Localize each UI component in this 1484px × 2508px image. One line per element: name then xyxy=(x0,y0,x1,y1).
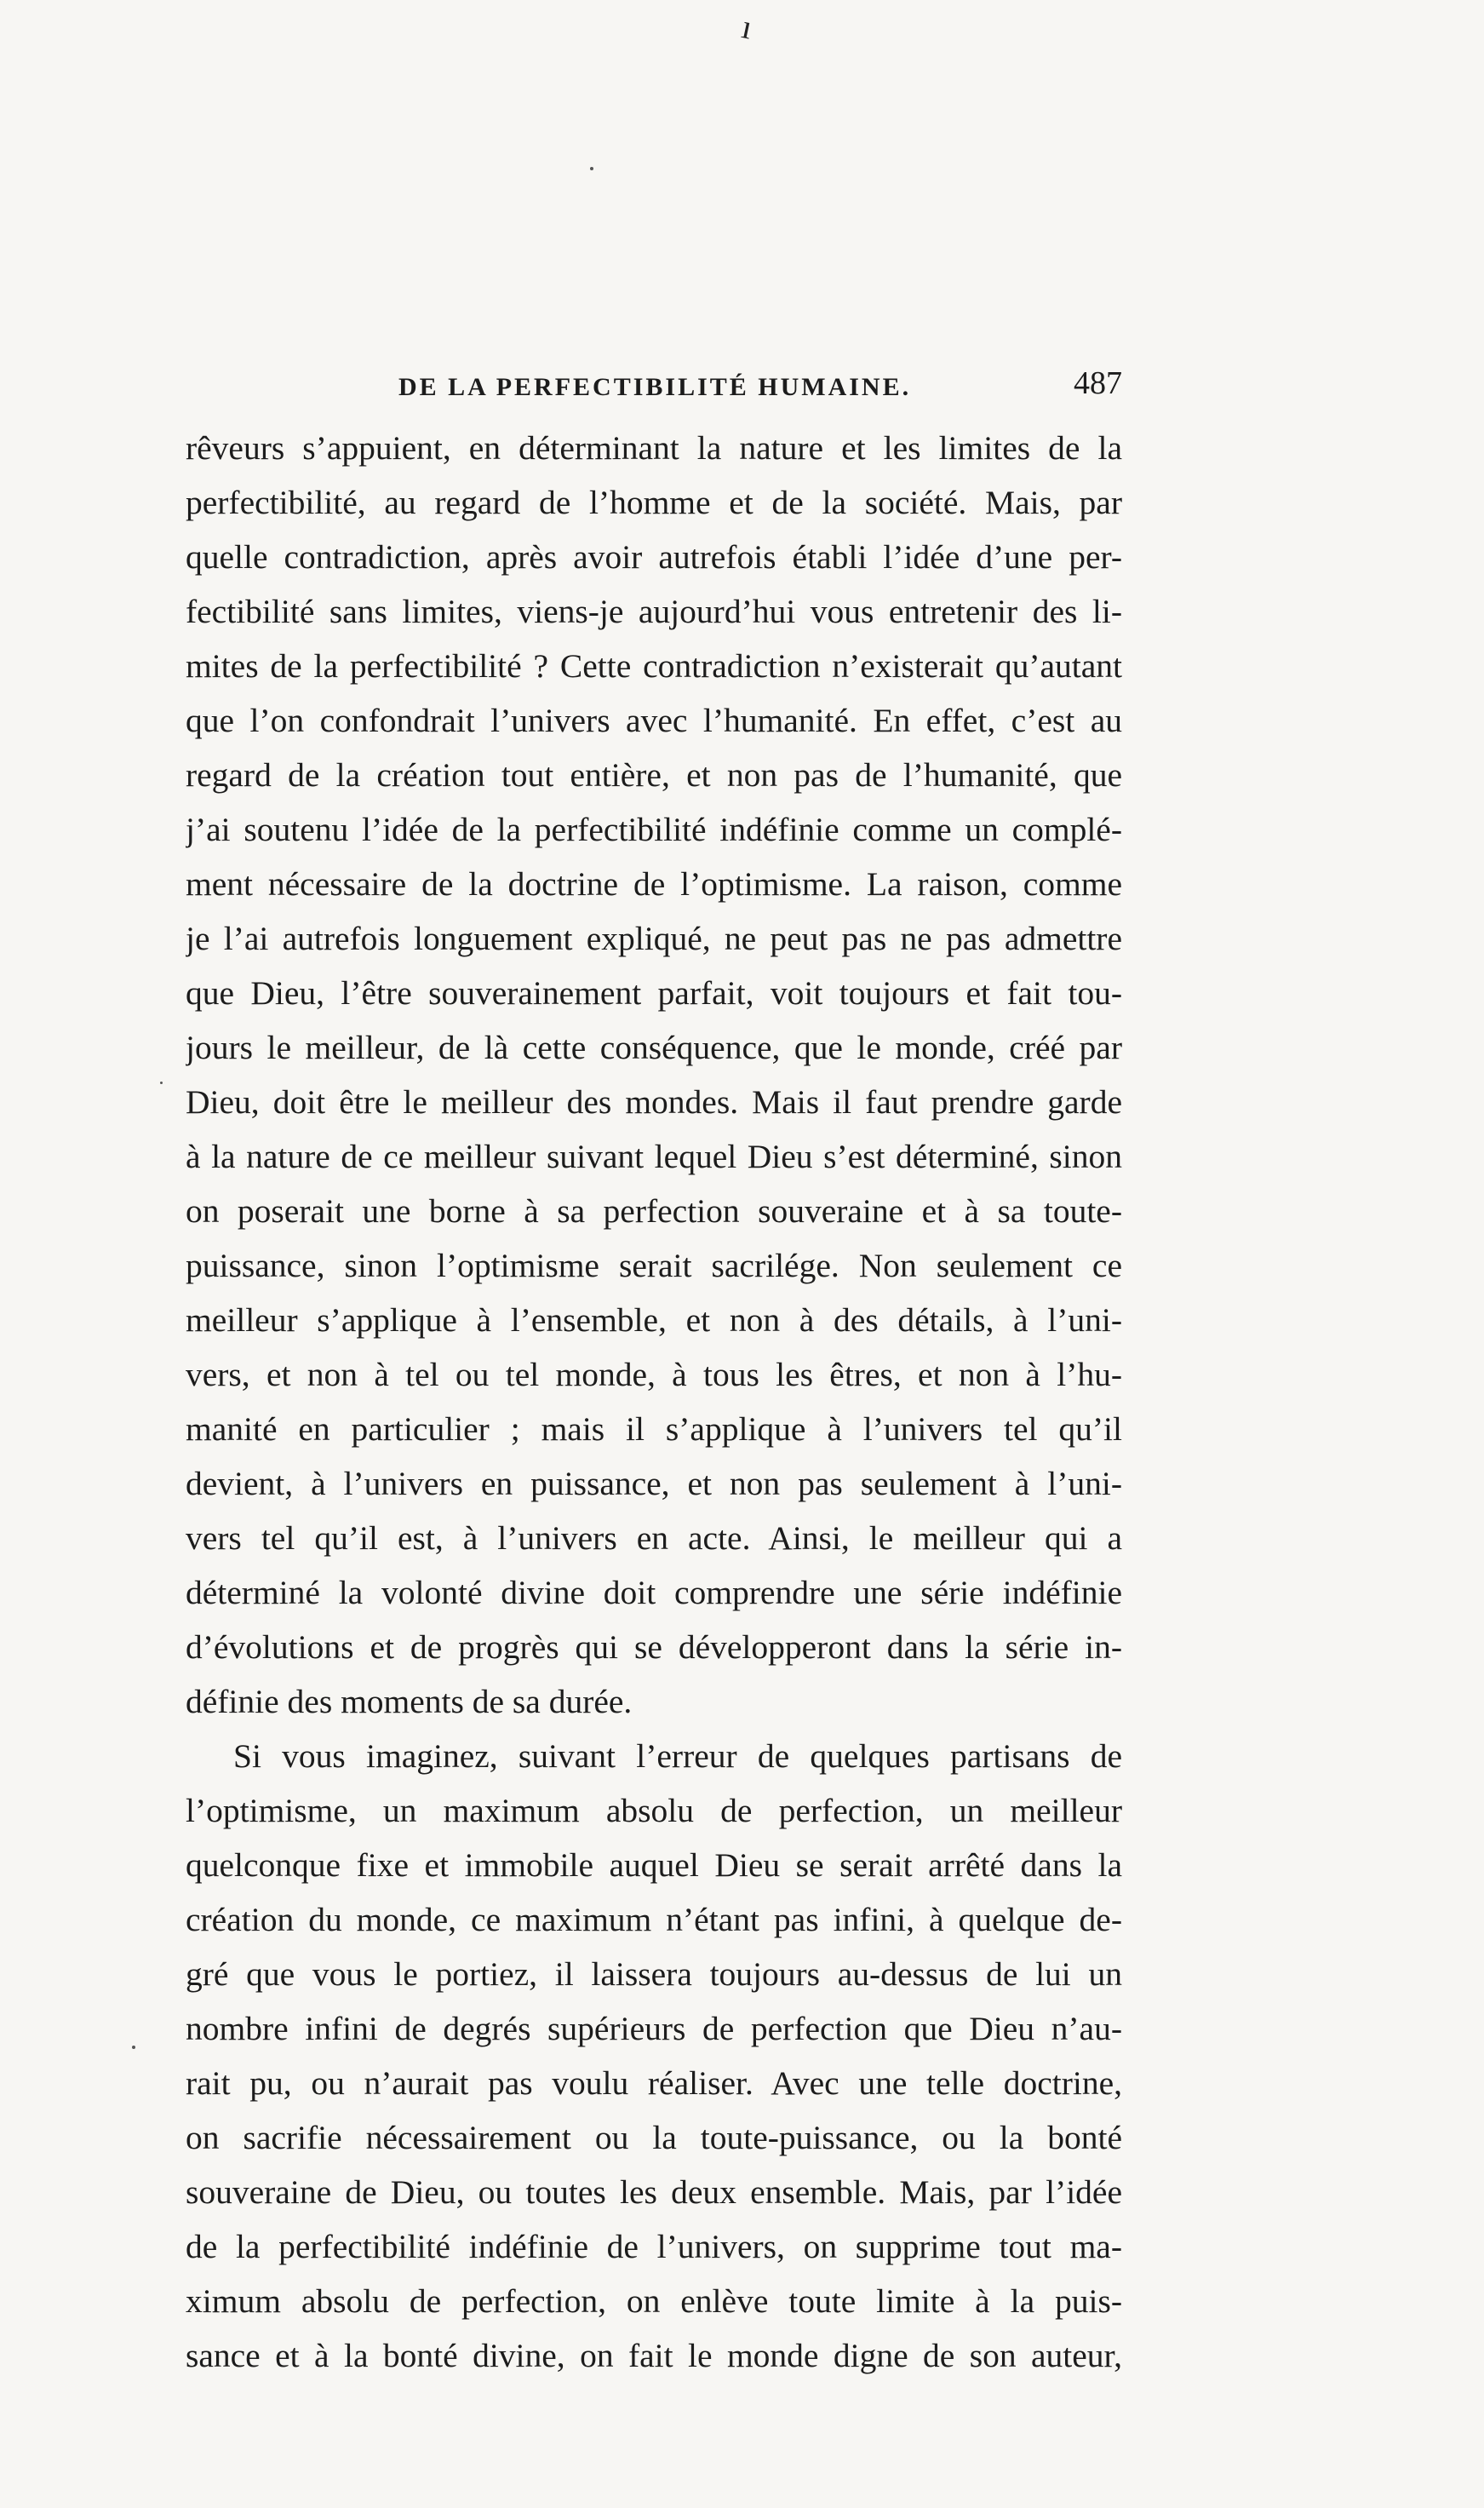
text-line: meilleur s’applique à l’ensemble, et non à des détails, à l’uni- xyxy=(186,1301,1122,1339)
text-line: Si vous imaginez, suivant l’erreur de quelques partisans de xyxy=(233,1737,1122,1775)
text-line: sance et à la bonté divine, on fait le monde digne de son auteur, xyxy=(186,2337,1122,2374)
text-line: quelconque fixe et immobile auquel Dieu se serait arrêté dans la xyxy=(186,1846,1122,1884)
text-line: gré que vous le portiez, il laissera toujours au-dessus de lui un xyxy=(186,1955,1122,1993)
text-line: souveraine de Dieu, ou toutes les deux ensemble. Mais, par l’idée xyxy=(186,2173,1122,2211)
text-line: de la perfectibilité indéfinie de l’univers, on supprime tout ma- xyxy=(186,2228,1122,2265)
text-line: nombre infini de degrés supérieurs de perfection que Dieu n’au- xyxy=(186,2010,1122,2047)
text-line: déterminé la volonté divine doit comprendre une série indéfinie xyxy=(186,1574,1122,1611)
paragraph xyxy=(186,1729,1122,2383)
text-line: j’ai soutenu l’idée de la perfectibilité indéfinie comme un complé- xyxy=(186,811,1122,848)
text-line: d’évolutions et de progrès qui se développeront dans la série in- xyxy=(186,1628,1122,1666)
text-line: jours le meilleur, de là cette conséquence, que le monde, créé par xyxy=(186,1029,1122,1066)
text-line: vers, et non à tel ou tel monde, à tous les êtres, et non à l’hu- xyxy=(186,1356,1122,1393)
paper-speck xyxy=(132,2046,135,2049)
text-line: quelle contradiction, après avoir autrefois établi l’idée d’une per- xyxy=(186,538,1122,576)
text-line: Dieu, doit être le meilleur des mondes. Mais il faut prendre garde xyxy=(186,1083,1122,1121)
text-line: rait pu, ou n’aurait pas voulu réaliser. Avec une telle doctrine, xyxy=(186,2064,1122,2102)
text-line: à la nature de ce meilleur suivant lequel Dieu s’est déterminé, sinon xyxy=(186,1138,1122,1175)
page-header xyxy=(186,364,1122,416)
text-line: mites de la perfectibilité ? Cette contradiction n’existerait qu’autant xyxy=(186,647,1122,685)
text-line: perfectibilité, au regard de l’homme et de la société. Mais, par xyxy=(186,484,1122,521)
text-line: ximum absolu de perfection, on enlève toute limite à la puis- xyxy=(186,2282,1122,2320)
text-line: fectibilité sans limites, viens-je aujourd’hui vous entretenir des li- xyxy=(186,593,1122,630)
paragraph xyxy=(186,421,1122,1729)
text-line: puissance, sinon l’optimisme serait sacrilége. Non seulement ce xyxy=(186,1247,1122,1284)
paper-speck xyxy=(590,167,593,170)
text-line: vers tel qu’il est, à l’univers en acte. Ainsi, le meilleur qui a xyxy=(186,1519,1122,1557)
running-title: DE LA PERFECTIBILITÉ HUMAINE. xyxy=(398,373,912,401)
text-line: on sacrifie nécessairement ou la toute-puissance, ou la bonté xyxy=(186,2119,1122,2156)
text-line: regard de la création tout entière, et non pas de l’humanité, que xyxy=(186,756,1122,794)
text-line: manité en particulier ; mais il s’applique à l’univers tel qu’il xyxy=(186,1410,1122,1448)
paper-speck xyxy=(160,1082,163,1084)
text-line: on poserait une borne à sa perfection souveraine et à sa toute- xyxy=(186,1192,1122,1230)
text-line: ment nécessaire de la doctrine de l’optimisme. La raison, comme xyxy=(186,865,1122,903)
page-number: 487 xyxy=(1074,365,1122,401)
text-line: rêveurs s’appuient, en déterminant la nature et les limites de la xyxy=(186,429,1122,467)
text-line: l’optimisme, un maximum absolu de perfection, un meilleur xyxy=(186,1792,1122,1829)
text-line: que Dieu, l’être souverainement parfait, voit toujours et fait tou- xyxy=(186,974,1122,1012)
body-text xyxy=(186,421,1122,2383)
text-line: création du monde, ce maximum n’étant pas infini, à quelque de- xyxy=(186,1901,1122,1938)
text-line: que l’on confondrait l’univers avec l’humanité. En effet, c’est au xyxy=(186,702,1122,739)
text-line: définie des moments de sa durée. xyxy=(186,1683,633,1720)
text-line: devient, à l’univers en puissance, et non pas seulement à l’uni- xyxy=(186,1465,1122,1502)
text-line: je l’ai autrefois longuement expliqué, ne peut pas ne pas admettre xyxy=(186,920,1122,957)
ink-mark: ı xyxy=(738,7,756,47)
